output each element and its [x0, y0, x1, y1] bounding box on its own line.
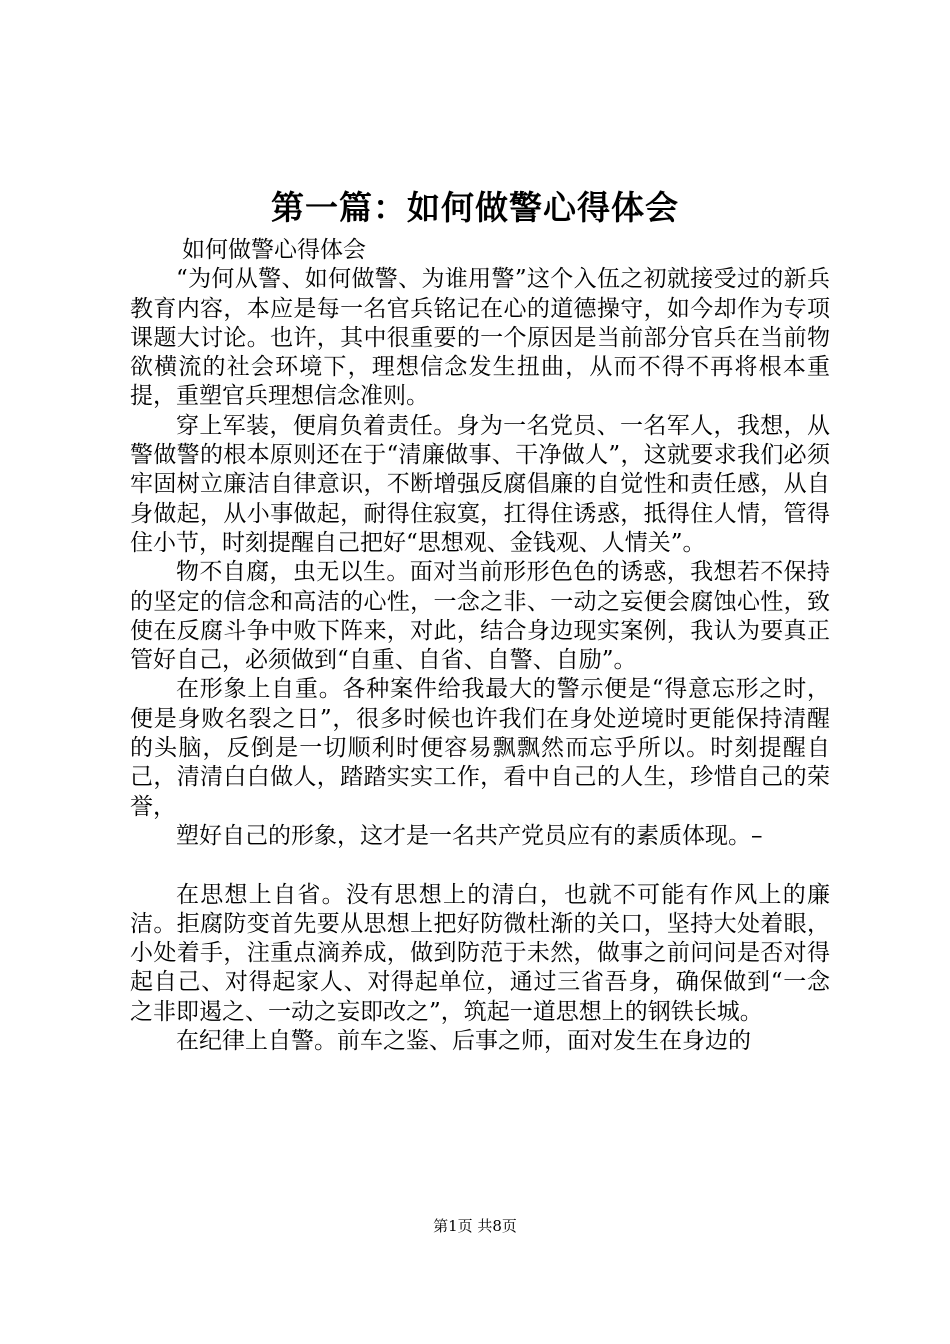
- subtitle-line-spacer: [130, 236, 830, 265]
- document-subtitle: 如何做警心得体会: [182, 237, 366, 263]
- document-title: 第一篇：如何做警心得体会: [271, 188, 679, 227]
- blank-line: [130, 851, 830, 880]
- paragraph-4: 在形象上自重。各种案件给我最大的警示便是“得意忘形之时，便是身败名裂之日”，很多时候也许我们在身处逆境时更能保持清醒的头脑，反倒是一切顺利时便容易飘飘然而忘乎所以。时刻提醒自己，清清白白做人，踏踏实实工作，看中自己的人生，珍惜自己的荣誉，: [130, 676, 830, 820]
- page-footer: 第1页 共8页: [433, 1217, 517, 1235]
- paragraph-5: 塑好自己的形象，这才是一名共产党员应有的素质体现。–: [176, 822, 763, 849]
- paragraph-3: 物不自腐，虫无以生。面对当前形形色色的诱惑，我想若不保持的坚定的信念和高洁的心性，一念之非、一动之妄便会腐蚀心性，致使在反腐斗争中败下阵来，对此，结合身边现实案例，我认为要真正管好自己，必须做到“自重、自省、自警、自励”。: [130, 559, 830, 674]
- paragraph-6: 在思想上自省。没有思想上的清白，也就不可能有作风上的廉洁。拒腐防变首先要从思想上把好防微杜渐的关口，坚持大处着眼，小处着手，注重点滴养成，做到防范于未然，做事之前问问是否对得起自己、对得起家人、对得起单位，通过三省吾身，确保做到“一念之非即遏之、一动之妄即改之”，筑起一道思想上的钢铁长城。: [130, 881, 830, 1025]
- paragraph-1: “为何从警、如何做警、为谁用警”这个入伍之初就接受过的新兵教育内容，本应是每一名官兵铭记在心的道德操守，如今却作为专项课题大讨论。也许，其中很重要的一个原因是当前部分官兵在当前物欲横流的社会环境下，理想信念发生扭曲，从而不得不再将根本重提，重塑官兵理想信念准则。: [130, 266, 830, 410]
- document-body: [130, 236, 830, 1056]
- paragraph-2: 穿上军装，便肩负着责任。身为一名党员、一名军人，我想，从警做警的根本原则还在于“清廉做事、干净做人”，这就要求我们必须牢固树立廉洁自律意识，不断增强反腐倡廉的自觉性和责任感，从自身做起，从小事做起，耐得住寂寞，扛得住诱惑，抵得住人情，管得住小节，时刻提醒自己把好“思想观、金钱观、人情关”。: [130, 412, 830, 556]
- paragraph-7: 在纪律上自警。前车之鉴、后事之师，面对发生在身边的: [176, 1028, 751, 1055]
